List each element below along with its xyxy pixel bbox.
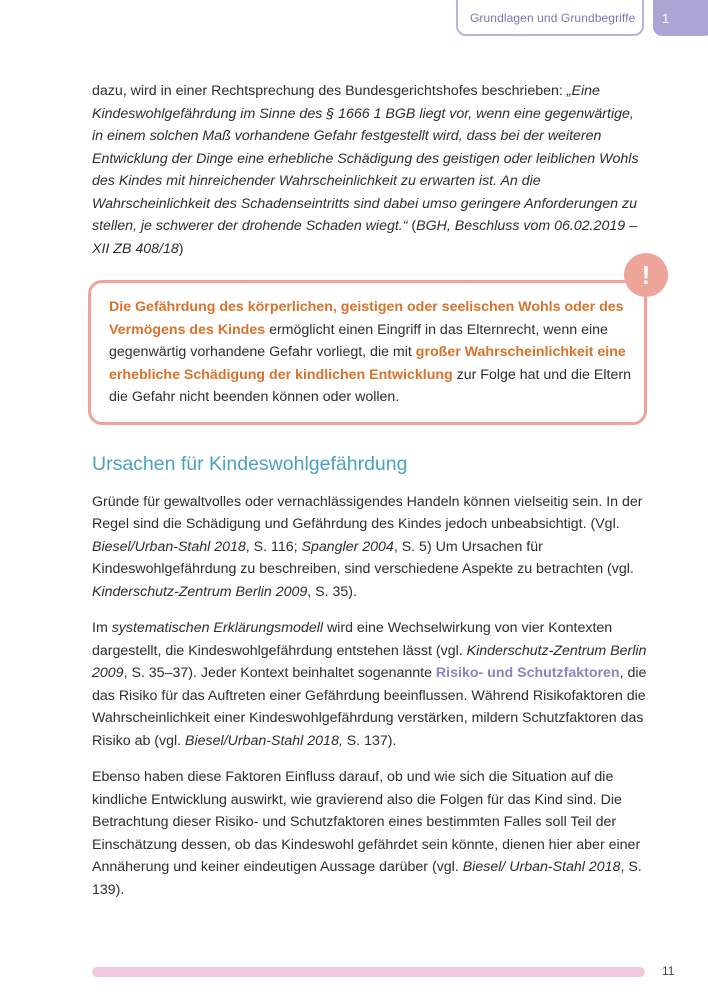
callout-highlight-1: Die Gefährdung des körperlichen, geistigen oder seelischen Wohls oder des Vermögens des Kindes (109, 299, 624, 338)
p3-text-b: , S. 139). (92, 859, 642, 898)
p2-text-d: , die das Risiko für das Auftreten einer Gefährdung beeinflussen. Während Risikofaktoren die Wahrscheinlichkeit einer Kindeswohlgefährdung verstärken, mildern Schutzfaktoren das Risiko ab (vgl. (92, 665, 647, 749)
p1-reference-1: Biesel/Urban-Stahl 2018 (92, 538, 246, 555)
p1-text-b: , S. 116; (245, 538, 302, 555)
exclamation-icon: ! (624, 253, 668, 297)
p1-reference-3: Kinderschutz-Zentrum Berlin 2009 (92, 583, 308, 600)
chapter-number: 1 (662, 11, 670, 26)
quote-text: „Eine Kindeswohlgefährdung im Sinne des § 1666 1 BGB liegt vor, wenn eine gegenwärtige, in einem solchen Maß vorhandene Gefahr festgestellt wird, dass bei der weiteren Entwicklung der Dinge eine erhebliche Schädigung des geistigen oder leiblichen Wohls des Kindes mit hinreichender Wahrscheinlichkeit zu erwarten ist. An die Wahrscheinlichkeit des Schadenseintritts sind dabei umso geringere Anforderungen zu stellen, je schwerer der drohende Schaden wiegt.“ (92, 83, 639, 234)
callout-text (109, 296, 632, 409)
body-paragraph-3 (92, 766, 648, 901)
citation-close: ) (178, 240, 184, 257)
glossary-term[interactable]: Risiko- und Schutzfaktoren (435, 665, 620, 681)
p2-text-a: Im (92, 620, 112, 636)
callout-text-2: zur Folge hat und die Eltern die Gefahr nicht beenden können oder wollen. (109, 366, 631, 405)
chapter-title-tab (456, 0, 644, 36)
chapter-title: Grundlagen und Grundbegriffe (470, 11, 636, 25)
body-paragraph-1 (92, 491, 648, 604)
quote-citation: BGH, Beschluss vom 06.02.2019 – XII ZB 408/18 (92, 218, 637, 257)
callout-box (88, 260, 651, 425)
quote-lead: dazu, wird in einer Rechtsprechung des Bundesgerichtshofes beschrieben: (92, 83, 567, 99)
p1-text-a: Gründe für gewaltvolles oder vernachlässigendes Handeln können vielseitig sein. In der Regel sind die Schädigung und Gefährdung des Kindes jedoch unbeabsichtigt. (Vgl. (92, 493, 643, 532)
callout-text-1: ermöglicht einen Eingriff in das Elternrecht, wenn eine gegenwärtig vorhandene Gefahr vorliegt, die mit (109, 321, 608, 360)
p3-reference-1: Biesel/ Urban-Stahl 2018 (462, 859, 621, 875)
p1-text-c: , S. 5) Um Ursachen für Kindeswohlgefährdung zu beschreiben, sind verschiedene Aspekte zu betrachten (vgl. (92, 538, 634, 577)
callout-highlight-2: großer Wahrscheinlichkeit eine erhebliche Schädigung der kindlichen Entwicklung (109, 344, 626, 383)
page-content (92, 80, 651, 915)
p2-model-term: systematischen Erklärungsmodell (111, 620, 324, 636)
section-heading: Ursachen für Kindeswohlgefährdung (92, 452, 408, 475)
p3-text-a: Ebenso haben diese Faktoren Einfluss darauf, ob und wie sich die Situation auf die kindliche Entwicklung auswirkt, wie gravierend also die Folgen für das Kind sind. Die Betrachtung dieser Risiko- und Schutzfaktoren eines bestimmten Falles soll Teil der Einschätzung dessen, ob das Kindeswohl gefährdet sein könnte, dienen hier aber einer Annäherung und keiner eindeutigen Aussage darüber (vgl. (92, 769, 641, 875)
page-number: 11 (662, 964, 675, 978)
body-paragraph-2 (92, 617, 648, 752)
footer-bar (92, 967, 645, 977)
chapter-number-tab (653, 0, 708, 36)
quote-paragraph (92, 80, 648, 260)
p2-reference-1: Kinderschutz-Zentrum Berlin 2009 (92, 642, 647, 681)
p2-text-e: S. 137). (342, 732, 397, 749)
p2-text-b: wird eine Wechselwirkung von vier Kontexten dargestellt, die Kindeswohlgefährdung entstehen lässt (vgl. (92, 620, 613, 659)
p1-reference-2: Spangler 2004 (301, 538, 394, 555)
p2-text-c: , S. 35–37). Jeder Kontext beinhaltet sogenannte (123, 665, 436, 681)
p2-reference-2: Biesel/Urban-Stahl 2018, (185, 732, 343, 749)
p1-text-d: , S. 35). (307, 583, 357, 600)
citation-open: ( (407, 218, 417, 234)
